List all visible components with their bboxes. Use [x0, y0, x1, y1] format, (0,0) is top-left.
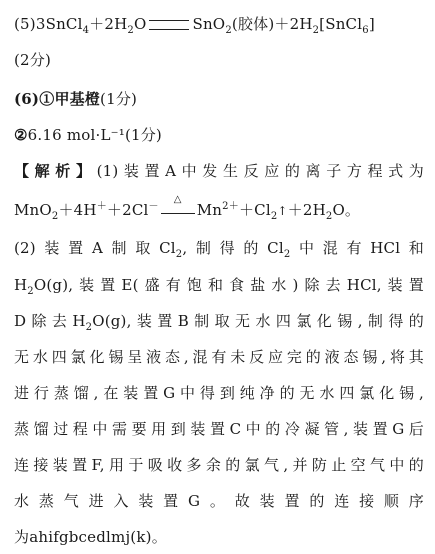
analysis-p2-line-8: 水蒸气进入装置G。故装置的连接顺序 — [14, 492, 424, 510]
answer-6-1: (6)①甲基橙(1分) — [14, 90, 138, 108]
analysis-tag: 【解析】 — [14, 162, 97, 180]
analysis-p2-line-6: 蒸馏过程中需要用到装置C中的冷凝管,装置G后 — [14, 420, 424, 438]
analysis-p2-line-1: (2)装置A制取$Cl_2$,制得的$Cl_2$中混有HCl和 — [14, 239, 424, 260]
analysis-p2-line-2: $H_2O(g)$,装置E(盛有饱和食盐水)除去HCl,装置 — [14, 276, 424, 297]
answer-6-2: ②6.16 mol·L⁻¹(1分) — [14, 126, 162, 144]
heat-condition-arrow: △ — [161, 205, 195, 217]
analysis-p2-line-3: D除去$H_2O(g)$,装置B制取无水四氯化锡,制得的 — [14, 312, 424, 333]
analysis-p2-line-4: 无水四氯化锡呈液态,混有未反应完的液态锡,将其 — [14, 348, 424, 366]
equilibrium-equals-sign — [149, 20, 189, 30]
answer-5-equation: $(5)3SnCl_4+2H_2O$ SnO$_2$(胶体)$+2H_2[SnCl_6]$ — [14, 15, 375, 36]
analysis-paragraph-1: 【解析】(1)装置A中发生反应的离子方程式为 — [14, 162, 424, 180]
analysis-ion-equation: MnO$_2$＋4H＋＋2Cl－ △ $Mn^{2+}+Cl_2↑+2H_2O$。 — [14, 194, 361, 222]
analysis-p2-line-9: 为ahifgbcedlmj(k)。 — [14, 528, 167, 546]
analysis-p2-line-5: 进行蒸馏,在装置G中得到纯净的无水四氯化锡, — [14, 384, 424, 402]
answer-5-score: (2分) — [14, 51, 52, 69]
analysis-p2-line-7: 连接装置F,用于吸收多余的氯气,并防止空气中的 — [14, 456, 424, 474]
